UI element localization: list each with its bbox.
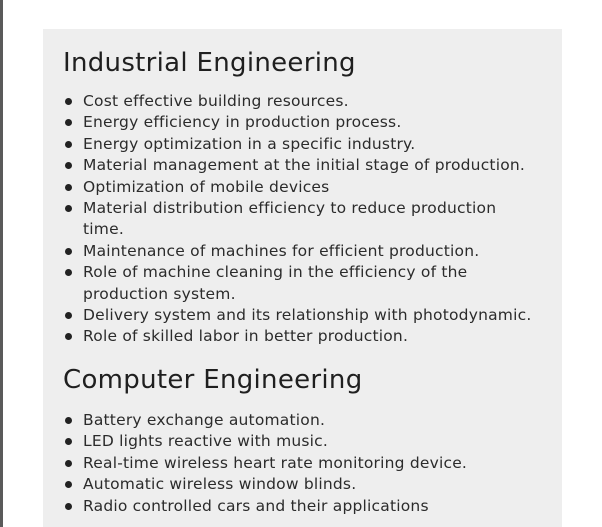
list-item [63,177,542,198]
bullet-icon [65,269,72,276]
bullet-icon [65,417,72,424]
list-item-text: Battery exchange automation. [83,410,326,429]
bullet-icon [65,205,72,212]
bullet-icon [65,481,72,488]
list-item-text: Cost effective building resources. [83,92,349,110]
window-edge [0,0,3,527]
bullet-icon [65,162,72,169]
list-item [63,496,542,517]
list-item [63,262,542,305]
bullet-icon [65,438,72,445]
bullet-icon [65,312,72,319]
list-item-text: Radio controlled cars and their applications [83,496,429,515]
bullet-icon [65,98,72,105]
list-item-text: LED lights reactive with music. [83,432,329,451]
list-item-text: Material distribution efficiency to reduce production time. [83,199,497,239]
bullet-icon [65,248,72,255]
list-item-text: Delivery system and its relationship with photodynamic. [83,306,532,325]
list-item [63,241,542,262]
bullet-icon [65,503,72,510]
bullet-icon [65,141,72,148]
list-item-text: Energy optimization in a specific industry. [83,134,416,153]
bullet-icon [65,460,72,467]
list-item [63,305,542,326]
list-item [63,155,542,176]
list-item [63,91,542,112]
list-item-text: Automatic wireless window blinds. [83,475,357,494]
topic-list-industrial-engineering [63,91,542,348]
list-item [63,410,542,431]
section-title-industrial-engineering: Industrial Engineering [63,48,356,78]
list-item [63,453,542,474]
list-item-text: Maintenance of machines for efficient production. [83,241,480,260]
list-item-text: Material management at the initial stage of production. [83,156,526,175]
list-item-text: Optimization of mobile devices [83,177,330,196]
list-item-text: Real-time wireless heart rate monitoring device. [83,453,468,472]
list-item [63,198,542,241]
topic-list-computer-engineering [63,410,542,517]
bullet-icon [65,333,72,340]
bullet-icon [65,119,72,126]
list-item-text: Energy efficiency in production process. [83,113,402,132]
list-item [63,326,542,347]
list-item-text: Role of skilled labor in better production. [83,327,409,346]
list-item [63,134,542,155]
bullet-icon [65,184,72,191]
list-item [63,431,542,452]
content-card [43,29,562,527]
list-item-text: Role of machine cleaning in the efficiency of the production system. [83,263,468,303]
section-title-computer-engineering: Computer Engineering [63,364,363,395]
list-item [63,112,542,133]
list-item [63,474,542,495]
